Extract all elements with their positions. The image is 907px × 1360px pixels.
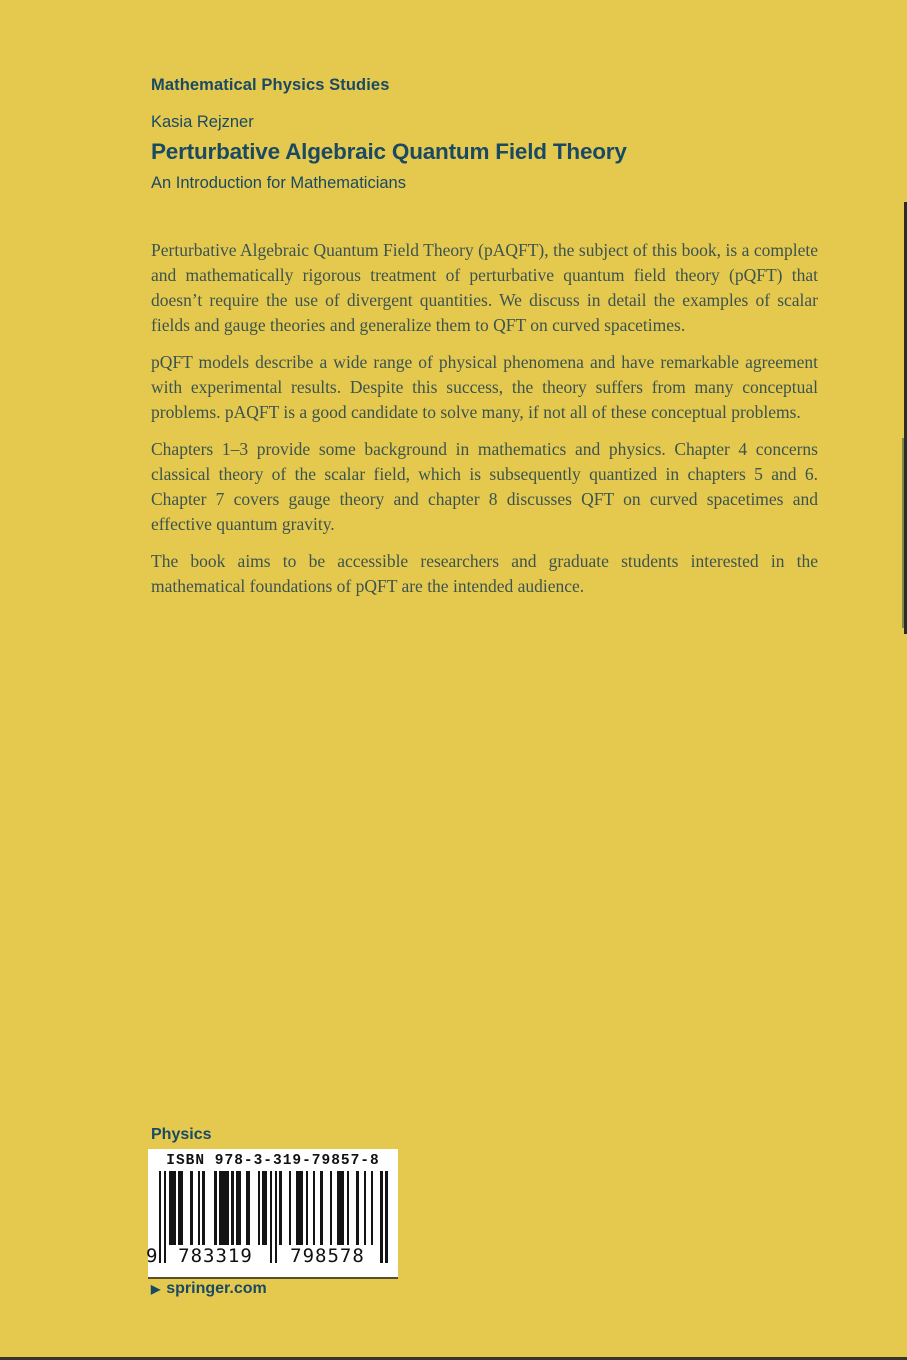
barcode-digit-first: 9: [146, 1245, 158, 1267]
book-subtitle: An Introduction for Mathematicians: [151, 174, 406, 192]
isbn-label: ISBN 978-3-319-79857-8: [166, 1153, 380, 1169]
blurb-paragraph: pQFT models describe a wide range of physical phenomena and have remarkable agreement with experimental results. Despite this success, the theory suffers from many conceptual problems. pAQFT is a good candidate to solve many, if not all of these conceptual problems.: [151, 352, 818, 422]
author-name: Kasia Rejzner: [151, 113, 254, 131]
barcode-digits: [146, 1245, 387, 1267]
blurb-paragraph: The book aims to be accessible researchers and graduate students interested in the mathematical foundations of pQFT are the intended audience.: [151, 551, 818, 596]
barcode-digit-group-2: 798578: [277, 1245, 378, 1267]
back-cover-blurb: [151, 238, 818, 611]
publisher-url: springer.com: [166, 1280, 267, 1297]
category-label: Physics: [151, 1126, 212, 1143]
arrow-right-icon: ▶: [151, 1282, 161, 1296]
series-title: Mathematical Physics Studies: [151, 76, 390, 94]
blurb-paragraph: Chapters 1–3 provide some background in mathematics and physics. Chapter 4 concerns classical theory of the scalar field, which is subsequently quantized in chapters 5 and 6. Chapter 7 covers gauge theory and chapter 8 discusses QFT on curved spacetimes and effective quantum gravity.: [151, 439, 818, 534]
barcode-digit-group-1: 783319: [166, 1245, 265, 1267]
blurb-paragraph: Perturbative Algebraic Quantum Field Theory (pAQFT), the subject of this book, is a complete and mathematically rigorous treatment of perturbative quantum field theory (pQFT) that doesn’t require the use of divergent quantities. We discuss in detail the examples of scalar fields and gauge theories and generalize them to QFT on curved spacetimes.: [151, 240, 818, 335]
publisher-line: [151, 1280, 267, 1298]
book-title: Perturbative Algebraic Quantum Field Theory: [151, 139, 627, 164]
isbn-barcode: [148, 1149, 398, 1277]
photo-edge-right-highlight: [902, 438, 904, 628]
